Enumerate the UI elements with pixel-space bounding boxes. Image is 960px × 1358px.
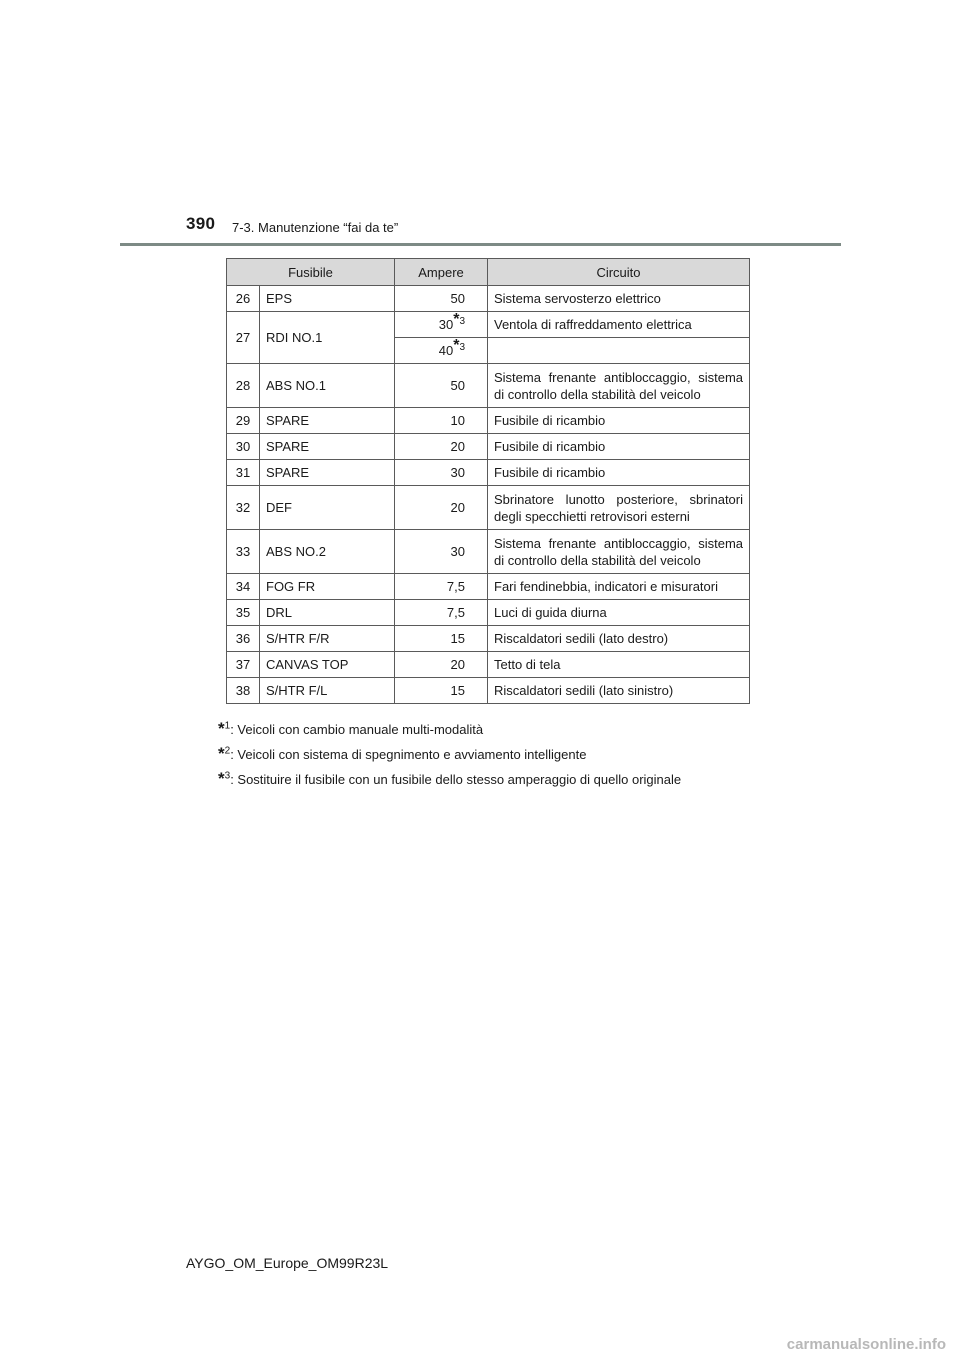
fuse-number: 34: [227, 574, 260, 600]
footnote-mark: *: [218, 769, 225, 788]
fuse-name: SPARE: [260, 408, 395, 434]
table-row: [227, 312, 750, 338]
table-header-row: [227, 259, 750, 286]
fuse-ampere: 30: [438, 317, 454, 332]
table-row: [227, 678, 750, 704]
fuse-circuit: Sistema servosterzo elettrico: [488, 286, 750, 312]
fuse-number: 32: [227, 486, 260, 530]
fuse-name: DRL: [260, 600, 395, 626]
fuse-ampere: 50: [395, 286, 488, 312]
fuse-name: SPARE: [260, 460, 395, 486]
fuse-name: SPARE: [260, 434, 395, 460]
footnote-ref-number: 3: [459, 315, 465, 327]
fuse-ampere: 10: [395, 408, 488, 434]
fuse-name: ABS NO.1: [260, 364, 395, 408]
fuse-circuit: Fari fendinebbia, indicatori e misuratori: [488, 574, 750, 600]
table-row: [227, 652, 750, 678]
fuse-name: DEF: [260, 486, 395, 530]
table-row: [227, 574, 750, 600]
document-code: AYGO_OM_Europe_OM99R23L: [186, 1255, 389, 1271]
fuse-ampere-cell: [395, 338, 488, 364]
fuse-name: EPS: [260, 286, 395, 312]
fuse-circuit: Fusibile di ricambio: [488, 460, 750, 486]
fuse-ampere-cell: [395, 312, 488, 338]
fuse-circuit: Sistema frenante antibloccaggio, sistema di controllo della stabilità del veicolo: [488, 364, 750, 408]
footnote-3: [218, 766, 681, 791]
column-header-ampere: Ampere: [395, 259, 488, 286]
footnote-1: [218, 716, 681, 741]
fuse-number: 36: [227, 626, 260, 652]
fuse-ampere: 15: [395, 626, 488, 652]
fuse-name: RDI NO.1: [260, 312, 395, 364]
footnotes: [218, 716, 681, 791]
fuse-name: CANVAS TOP: [260, 652, 395, 678]
fuse-number: 33: [227, 530, 260, 574]
table-row: [227, 286, 750, 312]
fuse-name: S/HTR F/R: [260, 626, 395, 652]
fuse-number: 29: [227, 408, 260, 434]
fuse-number: 30: [227, 434, 260, 460]
column-header-fusibile: Fusibile: [227, 259, 395, 286]
fuse-ampere: 20: [395, 652, 488, 678]
fuse-circuit: Riscaldatori sedili (lato destro): [488, 626, 750, 652]
fuse-ampere: 20: [395, 434, 488, 460]
fuse-number: 35: [227, 600, 260, 626]
fuse-name: S/HTR F/L: [260, 678, 395, 704]
fuse-circuit: Tetto di tela: [488, 652, 750, 678]
footnote-number: 2: [224, 745, 231, 757]
fuse-name: ABS NO.2: [260, 530, 395, 574]
table-row: [227, 486, 750, 530]
fuse-ampere: 50: [395, 364, 488, 408]
table-row: [227, 460, 750, 486]
fuse-ampere: 30: [395, 460, 488, 486]
footnote-ref: *3: [453, 336, 465, 354]
footnote-number: 1: [224, 720, 231, 732]
header-rule: [120, 243, 841, 246]
fuse-number: 28: [227, 364, 260, 408]
footnote-ref: *3: [453, 310, 465, 328]
table-row: [227, 364, 750, 408]
footnote-mark: *: [218, 744, 225, 763]
fuse-circuit: [488, 338, 750, 364]
fuse-number: 38: [227, 678, 260, 704]
footnote-2: [218, 741, 681, 766]
fuse-number: 31: [227, 460, 260, 486]
table-row: [227, 408, 750, 434]
fuse-table: [226, 258, 750, 704]
table-row: [227, 530, 750, 574]
fuse-circuit: Fusibile di ricambio: [488, 408, 750, 434]
footnote-text: : Veicoli con sistema di spegnimento e avviamento intelligente: [230, 747, 587, 762]
fuse-ampere: 40: [438, 343, 454, 358]
footnote-ref-number: 3: [459, 341, 465, 353]
footnote-mark: *: [218, 719, 225, 738]
table-row: [227, 434, 750, 460]
fuse-circuit: Sistema frenante antibloccaggio, sistema di controllo della stabilità del veicolo: [488, 530, 750, 574]
footnote-text: : Sostituire il fusibile con un fusibile dello stesso amperaggio di quello originale: [230, 772, 682, 787]
fuse-circuit: Riscaldatori sedili (lato sinistro): [488, 678, 750, 704]
fuse-ampere: 7,5: [395, 600, 488, 626]
fuse-circuit: Fusibile di ricambio: [488, 434, 750, 460]
fuse-number: 37: [227, 652, 260, 678]
fuse-ampere: 20: [395, 486, 488, 530]
fuse-ampere: 30: [395, 530, 488, 574]
footnote-number: 3: [224, 770, 231, 782]
fuse-number: 27: [227, 312, 260, 364]
section-title: 7-3. Manutenzione “fai da te”: [232, 220, 399, 235]
footnote-text: : Veicoli con cambio manuale multi-modalità: [230, 722, 484, 737]
fuse-circuit: Luci di guida diurna: [488, 600, 750, 626]
fuse-circuit: Sbrinatore lunotto posteriore, sbrinatori degli specchietti retrovisori esterni: [488, 486, 750, 530]
fuse-ampere: 15: [395, 678, 488, 704]
table-row: [227, 626, 750, 652]
fuse-circuit: Ventola di raffreddamento elettrica: [488, 312, 750, 338]
fuse-number: 26: [227, 286, 260, 312]
page-number: 390: [186, 214, 216, 233]
watermark: carmanualsonline.info: [786, 1336, 946, 1353]
fuse-name: FOG FR: [260, 574, 395, 600]
fuse-ampere: 7,5: [395, 574, 488, 600]
table-row: [227, 600, 750, 626]
column-header-circuito: Circuito: [488, 259, 750, 286]
